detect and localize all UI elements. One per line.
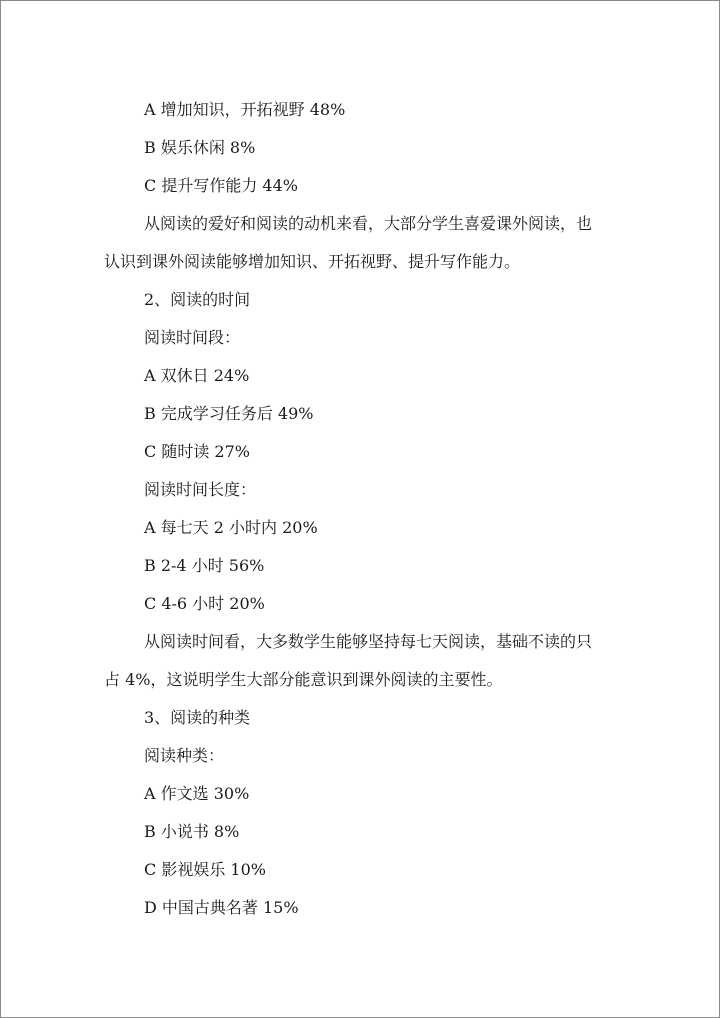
reading-motive-option-c: C 提升写作能力 44% <box>144 176 298 195</box>
reading-type-option-d: D 中国古典名著 15% <box>144 898 299 917</box>
time-summary-line-2: 占 4%，这说明学生大部分能意识到课外阅读的主要性。 <box>104 670 503 689</box>
reading-type-option-b: B 小说书 8% <box>144 822 240 841</box>
reading-duration-label: 阅读时间长度： <box>144 480 257 499</box>
document-body <box>104 91 624 927</box>
reading-period-label: 阅读时间段： <box>144 328 241 347</box>
reading-duration-option-b: B 2-4 小时 56% <box>144 556 265 575</box>
section-heading-reading-time: 2、阅读的时间 <box>144 290 251 309</box>
reading-duration-option-a: A 每七天 2 小时内 20% <box>144 518 318 537</box>
time-summary-line-1: 从阅读时间看，大多数学生能够坚持每七天阅读，基础不读的只 <box>144 632 593 651</box>
reading-period-option-b: B 完成学习任务后 49% <box>144 404 314 423</box>
section-heading-reading-types: 3、阅读的种类 <box>144 708 251 727</box>
reading-period-option-c: C 随时读 27% <box>144 442 250 461</box>
reading-motive-option-b: B 娱乐休闲 8% <box>144 138 256 157</box>
reading-motive-option-a: A 增加知识，开拓视野 48% <box>144 100 346 119</box>
motive-summary-line-2: 认识到课外阅读能够增加知识、开拓视野、提升写作能力。 <box>104 252 521 271</box>
reading-types-label: 阅读种类： <box>144 746 225 765</box>
reading-type-option-c: C 影视娱乐 10% <box>144 860 266 879</box>
motive-summary-line-1: 从阅读的爱好和阅读的动机来看，大部分学生喜爱课外阅读，也 <box>144 214 593 233</box>
reading-period-option-a: A 双休日 24% <box>144 366 250 385</box>
reading-type-option-a: A 作文选 30% <box>144 784 250 803</box>
reading-duration-option-c: C 4-6 小时 20% <box>144 594 265 613</box>
